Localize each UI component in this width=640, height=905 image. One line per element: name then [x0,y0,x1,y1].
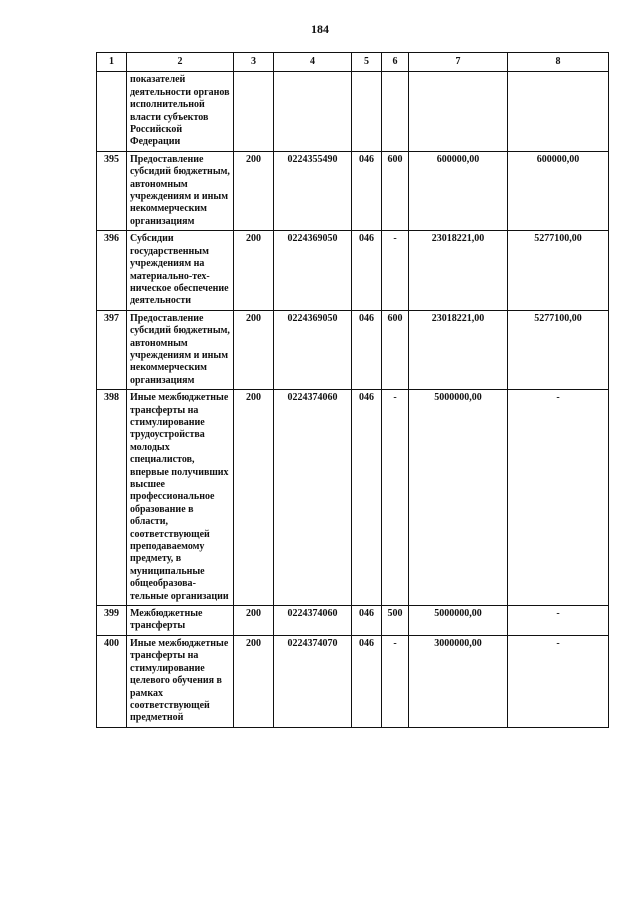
row-number: 399 [97,606,127,636]
cell-col4: 0224369050 [274,310,352,389]
cell-col8: - [508,606,609,636]
table-row [97,310,609,389]
table-row [97,635,609,727]
table-row [97,151,609,230]
cell-col5: 046 [352,390,382,606]
cell-col8: - [508,635,609,727]
column-header: 8 [508,53,609,72]
cell-col6: - [382,635,409,727]
row-name: Межбюджетные трансферты [127,606,234,636]
cell-col4: 0224355490 [274,151,352,230]
column-header: 2 [127,53,234,72]
row-number: 400 [97,635,127,727]
column-header: 1 [97,53,127,72]
table-row [97,231,609,310]
column-header: 7 [409,53,508,72]
cell-col4: 0224369050 [274,231,352,310]
cell-col5: 046 [352,310,382,389]
table-header-row [97,53,609,72]
cell-col6: 500 [382,606,409,636]
cell-col8 [508,72,609,151]
cell-col5: 046 [352,635,382,727]
row-name: Иные межбюджетные трансферты на стимулирование трудоустройства молодых специалистов, впервые получивших высшее профессиональное образование в области, соответствующей преподаваемому предмету, в муниципальные общеобразовательные организации [127,390,234,606]
cell-col8: 600000,00 [508,151,609,230]
cell-col4: 0224374060 [274,390,352,606]
cell-col7: 23018221,00 [409,310,508,389]
cell-col7 [409,72,508,151]
cell-col6: 600 [382,310,409,389]
row-name: Предоставление субсидий бюджетным, автономным учреждениям и иным некоммерческим организациям [127,310,234,389]
cell-col5: 046 [352,231,382,310]
column-header: 5 [352,53,382,72]
cell-col3 [234,72,274,151]
row-name: Субсидии государственным учреждениям на материально-техническое обеспечение деятельности [127,231,234,310]
cell-col5: 046 [352,606,382,636]
cell-col4: 0224374060 [274,606,352,636]
cell-col7: 600000,00 [409,151,508,230]
row-number: 395 [97,151,127,230]
cell-col8: 5277100,00 [508,310,609,389]
row-name: Иные межбюджетные трансферты на стимулирование целевого обучения в рамках соответствующей предметной [127,635,234,727]
column-header: 3 [234,53,274,72]
cell-col5 [352,72,382,151]
cell-col3: 200 [234,635,274,727]
cell-col3: 200 [234,231,274,310]
table-row [97,72,609,151]
row-name: показателей деятельности органов исполнительной власти субъектов Российской Федерации [127,72,234,151]
budget-table [96,52,609,728]
column-header: 4 [274,53,352,72]
cell-col3: 200 [234,390,274,606]
row-number: 398 [97,390,127,606]
cell-col3: 200 [234,310,274,389]
cell-col7: 23018221,00 [409,231,508,310]
row-number [97,72,127,151]
cell-col8: 5277100,00 [508,231,609,310]
cell-col3: 200 [234,606,274,636]
table-row [97,606,609,636]
column-header: 6 [382,53,409,72]
cell-col4 [274,72,352,151]
cell-col7: 5000000,00 [409,390,508,606]
cell-col3: 200 [234,151,274,230]
cell-col4: 0224374070 [274,635,352,727]
row-number: 396 [97,231,127,310]
cell-col6 [382,72,409,151]
cell-col7: 3000000,00 [409,635,508,727]
row-name: Предоставление субсидий бюджетным, автономным учреждениям и иным некоммерческим организациям [127,151,234,230]
cell-col8: - [508,390,609,606]
page-number: 184 [311,22,329,36]
cell-col6: 600 [382,151,409,230]
cell-col6: - [382,231,409,310]
cell-col6: - [382,390,409,606]
table-row [97,390,609,606]
row-number: 397 [97,310,127,389]
cell-col5: 046 [352,151,382,230]
cell-col7: 5000000,00 [409,606,508,636]
